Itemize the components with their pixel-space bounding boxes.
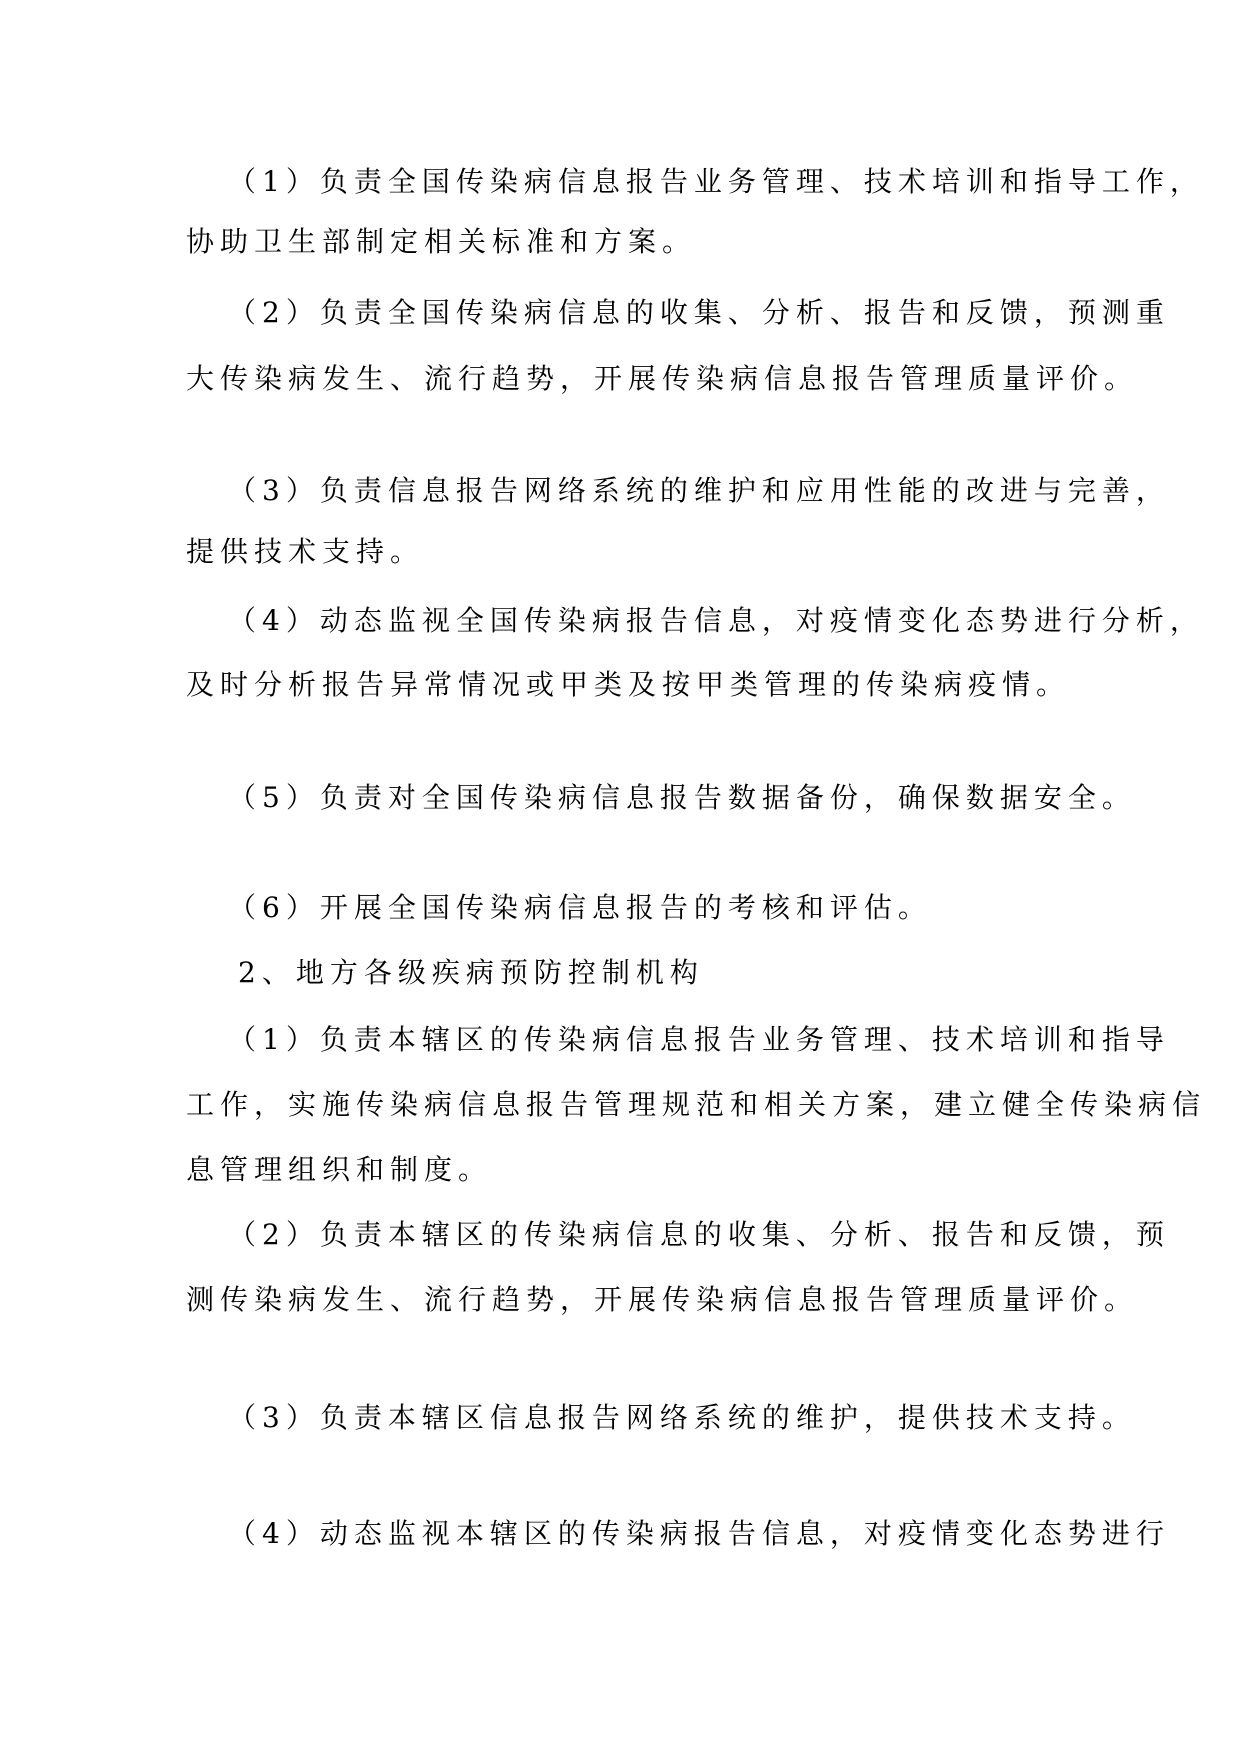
paragraph-3-line-2: 提供技术支持。 (186, 535, 425, 568)
paragraph-6-line-1: （6）开展全国传染病信息报告的考核和评估。 (228, 891, 932, 924)
paragraph-1-line-1: （1）负责全国传染病信息报告业务管理、技术培训和指导工作， (228, 165, 1204, 198)
paragraph-10-line-1: （3）负责本辖区信息报告网络系统的维护，提供技术支持。 (228, 1401, 1136, 1434)
paragraph-4-line-1: （4）动态监视全国传染病报告信息，对疫情变化态势进行分析， (228, 604, 1204, 637)
paragraph-9-line-2: 测传染病发生、流行趋势，开展传染病信息报告管理质量评价。 (186, 1283, 1139, 1316)
paragraph-8-line-2: 工作，实施传染病信息报告管理规范和相关方案，建立健全传染病信 (186, 1088, 1207, 1121)
paragraph-9-line-1: （2）负责本辖区的传染病信息的收集、分析、报告和反馈，预 (228, 1218, 1170, 1251)
paragraph-8-line-3: 息管理组织和制度。 (186, 1153, 493, 1186)
paragraph-3-line-1: （3）负责信息报告网络系统的维护和应用性能的改进与完善， (228, 474, 1170, 507)
paragraph-5-line-1: （5）负责对全国传染病信息报告数据备份，确保数据安全。 (228, 781, 1136, 814)
paragraph-2-line-2: 大传染病发生、流行趋势，开展传染病信息报告管理质量评价。 (186, 362, 1139, 395)
paragraph-8-line-1: （1）负责本辖区的传染病信息报告业务管理、技术培训和指导 (228, 1023, 1170, 1056)
paragraph-11-line-1: （4）动态监视本辖区的传染病报告信息，对疫情变化态势进行 (228, 1517, 1170, 1550)
paragraph-4-line-2: 及时分析报告异常情况或甲类及按甲类管理的传染病疫情。 (186, 668, 1071, 701)
paragraph-2-line-1: （2）负责全国传染病信息的收集、分析、报告和反馈，预测重 (228, 296, 1170, 329)
section-heading: 2、地方各级疾病预防控制机构 (238, 956, 704, 989)
paragraph-1-line-2: 协助卫生部制定相关标准和方案。 (186, 225, 697, 258)
